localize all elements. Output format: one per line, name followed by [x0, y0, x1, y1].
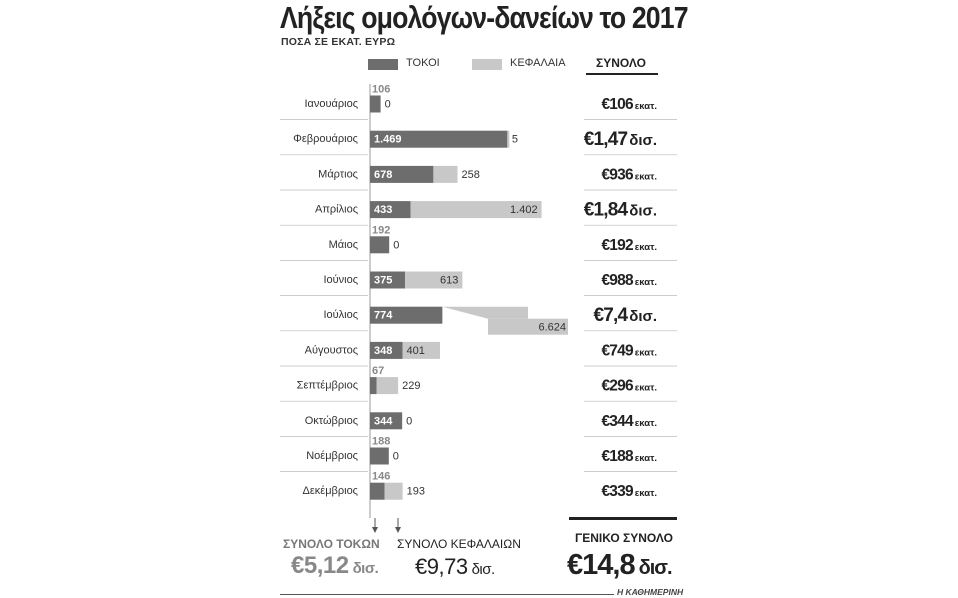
- interest-value-label: 348: [374, 344, 393, 357]
- month-total-amount: €936: [601, 166, 633, 184]
- interest-value-label: 774: [374, 309, 393, 322]
- month-total-amount: €1,84: [583, 199, 628, 221]
- interest-value-label: 433: [374, 204, 393, 217]
- grand-total-rule: [569, 517, 677, 520]
- principal-bar: [507, 131, 509, 148]
- month-label: Μάιος: [328, 238, 358, 251]
- month-label: Φεβρουάριος: [293, 133, 358, 146]
- footer-interest-amount: €5,12: [291, 552, 349, 579]
- footer-principal-unit: δισ.: [471, 561, 495, 578]
- footer-interest-label: ΣΥΝΟΛΟ ΤΟΚΩΝ: [283, 537, 380, 551]
- chart-title: Λήξεις ομολόγων-δανείων το 2017: [280, 0, 688, 35]
- month-total-unit: δισ.: [629, 308, 657, 326]
- interest-bar: [370, 96, 381, 113]
- principal-value-label: 258: [461, 168, 480, 181]
- principal-bar: [433, 166, 457, 183]
- grand-total-unit: δισ.: [638, 557, 672, 579]
- principal-value-label: 6.624: [538, 321, 566, 334]
- principal-bar-break: [442, 307, 528, 319]
- month-total: [601, 448, 657, 465]
- month-total: [601, 342, 657, 359]
- footer-interest-unit: δισ.: [352, 560, 379, 577]
- month-total-amount: €749: [601, 342, 633, 360]
- month-total-amount: €339: [601, 483, 633, 501]
- month-label: Νοέμβριος: [306, 450, 358, 462]
- grand-total-label: ΓΕΝΙΚΟ ΣΥΝΟΛΟ: [575, 531, 673, 545]
- month-label: Ιανουάριος: [304, 98, 358, 110]
- month-total-unit: εκατ.: [634, 101, 657, 112]
- legend-total-header: ΣΥΝΟΛΟ: [596, 56, 646, 70]
- month-total-unit: εκατ.: [634, 382, 657, 394]
- month-label: Οκτώβριος: [304, 414, 358, 427]
- interest-arrow-icon: [372, 527, 378, 533]
- principal-value-label: 0: [393, 239, 400, 252]
- month-total-unit: δισ.: [629, 202, 657, 220]
- month-label: Ιούλιος: [323, 309, 358, 322]
- interest-bar: [370, 236, 389, 253]
- principal-value-label: 0: [384, 98, 391, 111]
- principal-value-label: 193: [406, 485, 426, 498]
- month-total: [584, 200, 657, 221]
- interest-value-label: 188: [372, 435, 391, 448]
- month-total: [601, 378, 657, 395]
- month-total-unit: εκατ.: [634, 453, 657, 464]
- interest-value-label: 146: [372, 470, 391, 483]
- month-total: [584, 129, 657, 150]
- month-label: Δεκέμβριος: [302, 485, 358, 498]
- month-total-amount: €7,4: [593, 305, 628, 327]
- month-total-unit: εκατ.: [634, 241, 657, 253]
- source-credit: Η ΚΑΘΗΜΕΡΙΝΗ: [614, 587, 683, 597]
- month-total: [601, 272, 657, 289]
- interest-value-label: 106: [372, 83, 391, 96]
- chart-subtitle: ΠΟΣΑ ΣΕ ΕΚΑΤ. ΕΥΡΩ: [281, 36, 396, 48]
- interest-bar: [370, 448, 389, 465]
- footer-principal-value: [415, 554, 495, 580]
- month-total-amount: €192: [601, 236, 633, 254]
- interest-value-label: 67: [372, 365, 385, 378]
- month-total-unit: εκατ.: [634, 171, 657, 183]
- footer-principal-amount: €9,73: [415, 554, 468, 579]
- month-label: Απρίλιος: [315, 203, 358, 216]
- month-total-unit: εκατ.: [634, 417, 657, 429]
- principal-arrow-icon: [395, 527, 401, 533]
- month-label: Μάρτιος: [318, 168, 358, 181]
- month-label: Αύγουστος: [304, 344, 358, 357]
- month-total: [601, 166, 657, 183]
- month-total-unit: εκατ.: [634, 347, 657, 359]
- month-label: Σεπτέμβριος: [296, 379, 358, 392]
- month-total-amount: €106: [601, 96, 633, 113]
- principal-value-label: 229: [402, 380, 421, 393]
- month-total: [601, 96, 657, 113]
- month-label: Ιούνιος: [323, 274, 358, 286]
- grand-total-value: [567, 549, 672, 582]
- month-total-unit: δισ.: [629, 132, 657, 150]
- footer-interest-value: [291, 552, 378, 580]
- principal-value-label: 613: [440, 274, 459, 287]
- principal-bar: [385, 483, 403, 500]
- legend-interest-label: ΤΟΚΟΙ: [406, 57, 440, 69]
- interest-value-label: 192: [372, 224, 391, 237]
- legend-principal-label: ΚΕΦΑΛΑΙΑ: [510, 57, 566, 69]
- month-total-unit: εκατ.: [634, 488, 657, 500]
- month-total-amount: €1,47: [583, 129, 628, 151]
- principal-bar: [377, 377, 398, 394]
- month-total: [601, 237, 657, 254]
- principal-value-label: 0: [392, 450, 399, 463]
- footer-principal-label: ΣΥΝΟΛΟ ΚΕΦΑΛΑΙΩΝ: [397, 537, 521, 551]
- interest-value-label: 1.469: [374, 133, 402, 146]
- principal-value-label: 1.402: [510, 204, 538, 217]
- month-total-unit: εκατ.: [634, 277, 657, 288]
- grand-total-amount: €14,8: [567, 549, 635, 581]
- interest-value-label: 375: [374, 274, 393, 287]
- month-total: [601, 413, 657, 430]
- month-total: [594, 305, 657, 326]
- month-total: [601, 483, 657, 500]
- month-total-amount: €188: [601, 448, 633, 465]
- interest-value-label: 344: [374, 415, 393, 428]
- month-total-amount: €988: [601, 272, 633, 289]
- interest-bar: [370, 377, 377, 394]
- principal-value-label: 5: [511, 133, 518, 146]
- principal-value-label: 0: [406, 415, 413, 428]
- month-total-amount: €344: [601, 412, 633, 430]
- principal-value-label: 401: [406, 344, 425, 357]
- interest-bar: [370, 483, 385, 500]
- interest-value-label: 678: [374, 168, 393, 181]
- month-total-amount: €296: [601, 377, 633, 395]
